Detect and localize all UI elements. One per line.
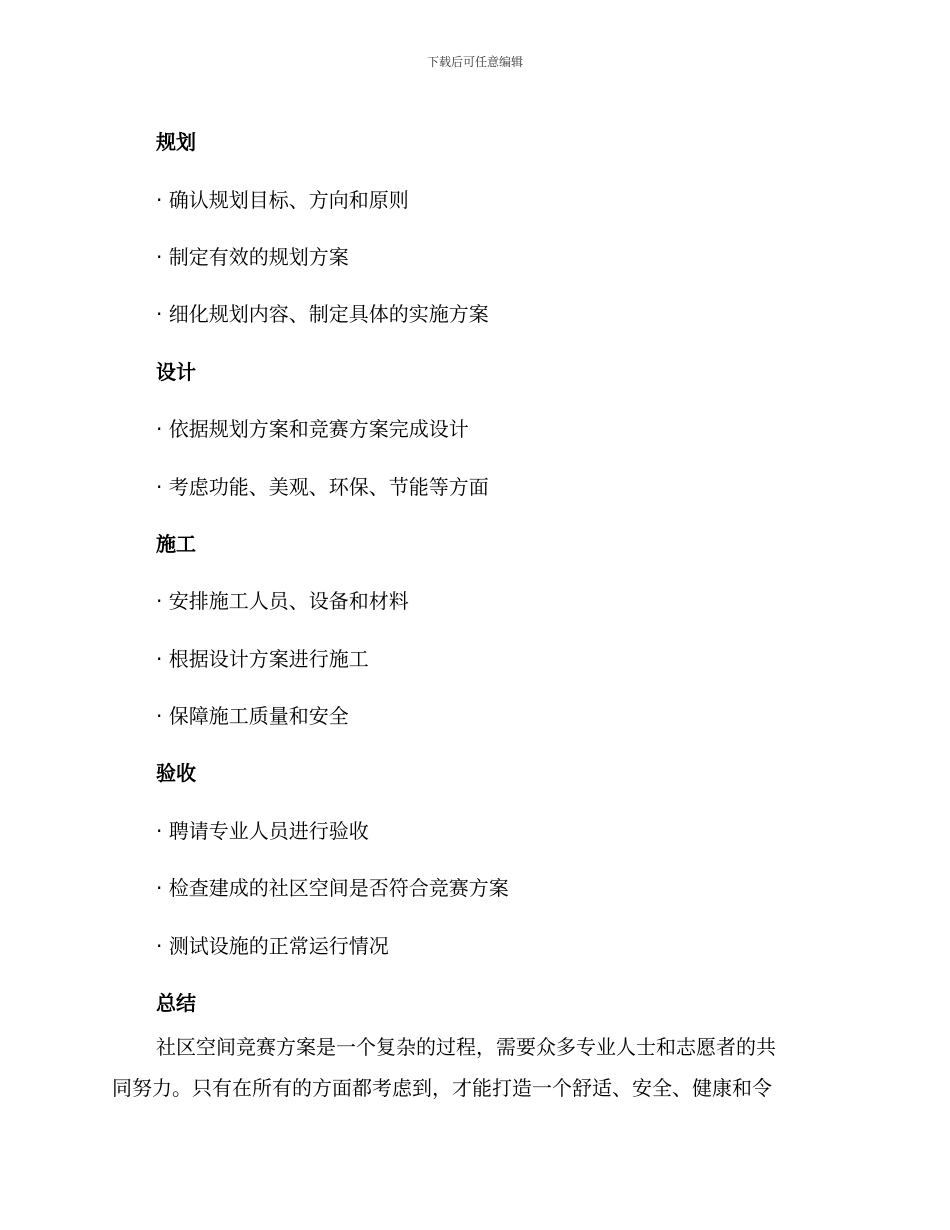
list-item: · 检查建成的社区空间是否符合竞赛方案: [156, 876, 509, 901]
summary-line: 社区空间竞赛方案是一个复杂的过程，需要众多专业人士和志愿者的共: [156, 1035, 776, 1059]
list-item: · 考虑功能、美观、环保、节能等方面: [156, 474, 489, 499]
list-item: · 依据规划方案和竞赛方案完成设计: [156, 417, 469, 442]
list-item: · 保障施工质量和安全: [156, 704, 349, 729]
summary-paragraph: [112, 1027, 828, 1109]
list-item: · 制定有效的规划方案: [156, 244, 349, 269]
list-item: · 测试设施的正常运行情况: [156, 933, 389, 958]
summary-line: 同努力。只有在所有的方面都考虑到，才能打造一个舒适、安全、健康和令: [112, 1076, 772, 1100]
list-item: · 聘请专业人员进行验收: [156, 818, 369, 843]
section-heading-construction: 施工: [156, 531, 196, 556]
list-item: · 细化规划内容、制定具体的实施方案: [156, 302, 489, 327]
document-body: [156, 112, 836, 1030]
section-heading-acceptance: 验收: [156, 761, 196, 786]
list-item: · 安排施工人员、设备和材料: [156, 589, 409, 614]
section-heading-summary: 总结: [156, 991, 196, 1016]
list-item: · 确认规划目标、方向和原则: [156, 187, 409, 212]
section-heading-planning: 规划: [156, 130, 196, 155]
list-item: · 根据设计方案进行施工: [156, 646, 369, 671]
page-header-note: 下载后可任意编辑: [426, 55, 523, 69]
section-heading-design: 设计: [156, 359, 196, 384]
